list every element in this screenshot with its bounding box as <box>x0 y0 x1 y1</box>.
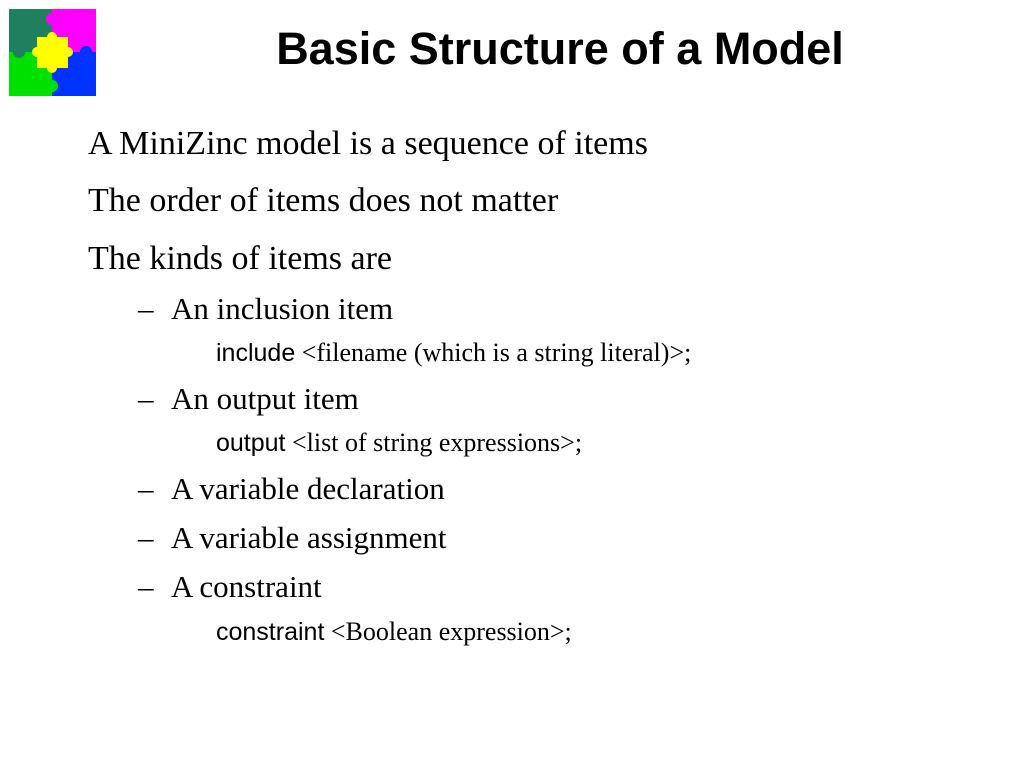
bullet-order-of-items: The order of items does not matter <box>88 182 559 219</box>
sub-bullet-constraint <box>138 569 322 605</box>
bullet-minizinc-model: A MiniZinc model is a sequence of items <box>88 125 648 162</box>
sub-bullet-output-item <box>138 381 359 417</box>
sub-bullet-variable-assignment <box>138 520 447 556</box>
sub-bullet-variable-declaration <box>138 471 445 507</box>
keyword-output: output <box>216 429 286 457</box>
syntax-output-rest: <list of string expressions>; <box>285 428 583 457</box>
sub-bullet-label: An inclusion item <box>171 291 394 326</box>
dash-marker: – <box>138 520 154 555</box>
syntax-include <box>216 337 691 369</box>
syntax-output <box>216 427 582 459</box>
sub-bullet-label: A variable assignment <box>171 520 447 555</box>
sub-bullet-label: A variable declaration <box>171 471 445 506</box>
bullet-kinds-of-items: The kinds of items are <box>88 240 393 277</box>
keyword-constraint: constraint <box>216 618 325 646</box>
syntax-constraint-rest: <Boolean expression>; <box>324 617 572 646</box>
syntax-constraint <box>216 616 572 648</box>
dash-marker: – <box>138 291 154 326</box>
dash-marker: – <box>138 569 154 604</box>
keyword-include: include <box>216 339 296 367</box>
sub-bullet-inclusion-item <box>138 291 393 327</box>
dash-marker: – <box>138 471 154 506</box>
dash-marker: – <box>138 381 154 416</box>
syntax-include-rest: <filename (which is a string literal)>; <box>295 338 692 367</box>
sub-bullet-label: A constraint <box>171 569 322 604</box>
slide-title: Basic Structure of a Model <box>276 23 844 74</box>
sub-bullet-label: An output item <box>171 381 359 416</box>
